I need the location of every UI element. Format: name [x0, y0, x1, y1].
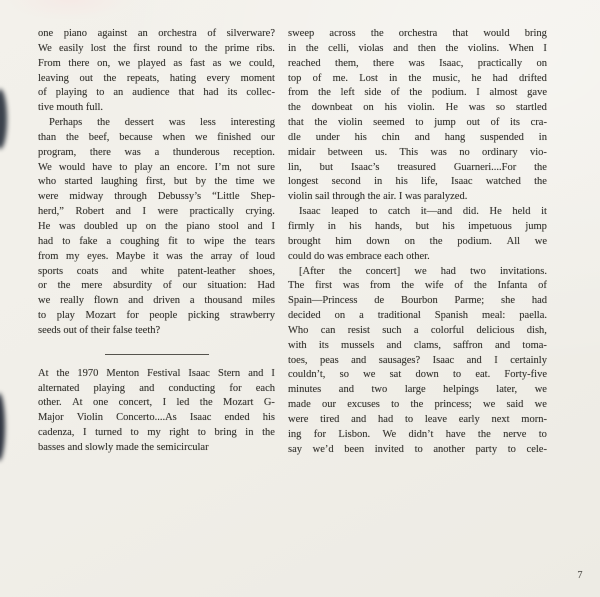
text-line: from my eyes. Maybe it was the array of loud: [38, 250, 275, 262]
text-line: who started laughing first, but by the time we: [38, 176, 275, 188]
text-line: than the beef, because when we finished our: [38, 131, 275, 143]
text-line: from the left side of the podium. I almost gave: [288, 87, 547, 99]
text-line: firmly in his hands, but his impetuous jump: [288, 220, 547, 232]
text-line: toes, peas and sausages? Isaac and I certainly: [288, 354, 547, 366]
text-line: leaving out the repeats, hating every moment: [38, 72, 275, 84]
text-line: were tired and had to leave early next morn-: [288, 413, 547, 425]
text-line: that the violin seemed to jump out of its cra-: [288, 117, 547, 129]
scan-artifact-bottom-left: [0, 393, 5, 461]
text-line: one piano against an orchestra of silverware?: [38, 28, 275, 39]
text-line: longest second in his life, Isaac watched the: [288, 176, 547, 188]
text-line: Isaac leaped to catch it—and did. He held it: [299, 206, 547, 218]
text-line: of playing to an audience that had its collec-: [38, 87, 275, 99]
text-line: were midway through Debussy’s “Little Shep-: [38, 191, 275, 203]
text-line: At the 1970 Menton Festival Isaac Stern and I: [38, 367, 275, 379]
text-line: say we’d been invited to another party to cele-: [288, 443, 547, 455]
text-line: He was doubled up on the piano stool and I: [38, 220, 275, 232]
text-line: Major Violin Concerto....As Isaac ended his: [38, 412, 275, 424]
right-text-column: [288, 27, 547, 457]
text-line: sweep across the orchestra that would bring: [288, 28, 547, 39]
text-line: ing for Lisbon. We didn’t have the nerve to: [288, 428, 547, 440]
text-line: program, there was a thunderous reception.: [38, 146, 275, 158]
text-line: Who can resist such a colorful delicious dish,: [288, 324, 547, 336]
text-line: dle under his chin and hang suspended in: [288, 131, 547, 143]
text-line: with its mussels and clams, saffron and toma-: [288, 339, 547, 351]
text-line: sports coats and white patent-leather shoes,: [38, 265, 275, 277]
text-line: We would have to play an encore. I’m not sure: [38, 161, 275, 173]
text-line: reached them, there was Isaac, practically on: [288, 57, 547, 69]
text-line: midair between us. This was no ordinary vio-: [288, 146, 547, 158]
text-line: couldn’t, so we sat down to eat. Forty-five: [288, 369, 547, 381]
text-line: cadenza, I turned to my right to bring in the: [38, 427, 275, 439]
left-text-column: [38, 27, 275, 456]
text-line: or the mere absurdity of our situation: Had: [38, 280, 275, 292]
text-line: minutes and two large helpings later, we: [288, 384, 547, 396]
text-line: violin sail through the air. I was paralyzed.: [288, 191, 468, 203]
text-line: in the celli, violas and then the violins. When I: [288, 42, 547, 54]
text-line: the downbeat on his violin. He was so startled: [288, 102, 547, 114]
text-line: to play Mozart for people picking strawberry: [38, 310, 275, 322]
text-line: [After the concert] we had two invitations.: [299, 265, 547, 277]
text-line: other. At one concert, I led the Mozart G-: [38, 397, 275, 409]
text-line: brought him down on the podium. All we: [288, 235, 547, 247]
text-line: top of me. Lost in the music, he had drifted: [288, 72, 547, 84]
text-line: seeds out of their false teeth?: [38, 324, 161, 336]
text-line: basses and slowly made the semicircular: [38, 441, 209, 453]
text-line: alternated playing and conducting for each: [38, 382, 275, 394]
text-line: decided on a traditional Spanish meal: paella.: [288, 310, 547, 322]
text-line: Perhaps the dessert was less interesting: [49, 117, 275, 129]
text-line: we really flown and driven a thousand miles: [38, 295, 275, 307]
text-line: made our excuses to the princess; we said we: [288, 399, 547, 411]
text-line: Spain—Princess de Bourbon Parme; she had: [288, 295, 547, 307]
scan-artifact-top-left: [0, 89, 7, 149]
text-line: tive mouth full.: [38, 102, 104, 114]
section-divider: [105, 354, 209, 355]
text-line: could do was embrace each other.: [288, 250, 430, 262]
text-line: lin, but Isaac’s treasured Guarneri....For the: [288, 161, 547, 173]
text-line: herd,” Robert and I were practically crying.: [38, 206, 275, 218]
text-line: had to fake a coughing fit to wipe the tears: [38, 235, 275, 247]
text-line: From there on, we played as fast as we could,: [38, 57, 275, 69]
page-number: 7: [577, 570, 583, 581]
text-line: The first was from the wife of the Infanta of: [288, 280, 547, 292]
text-line: We easily lost the first round to the prime ribs.: [38, 42, 275, 54]
